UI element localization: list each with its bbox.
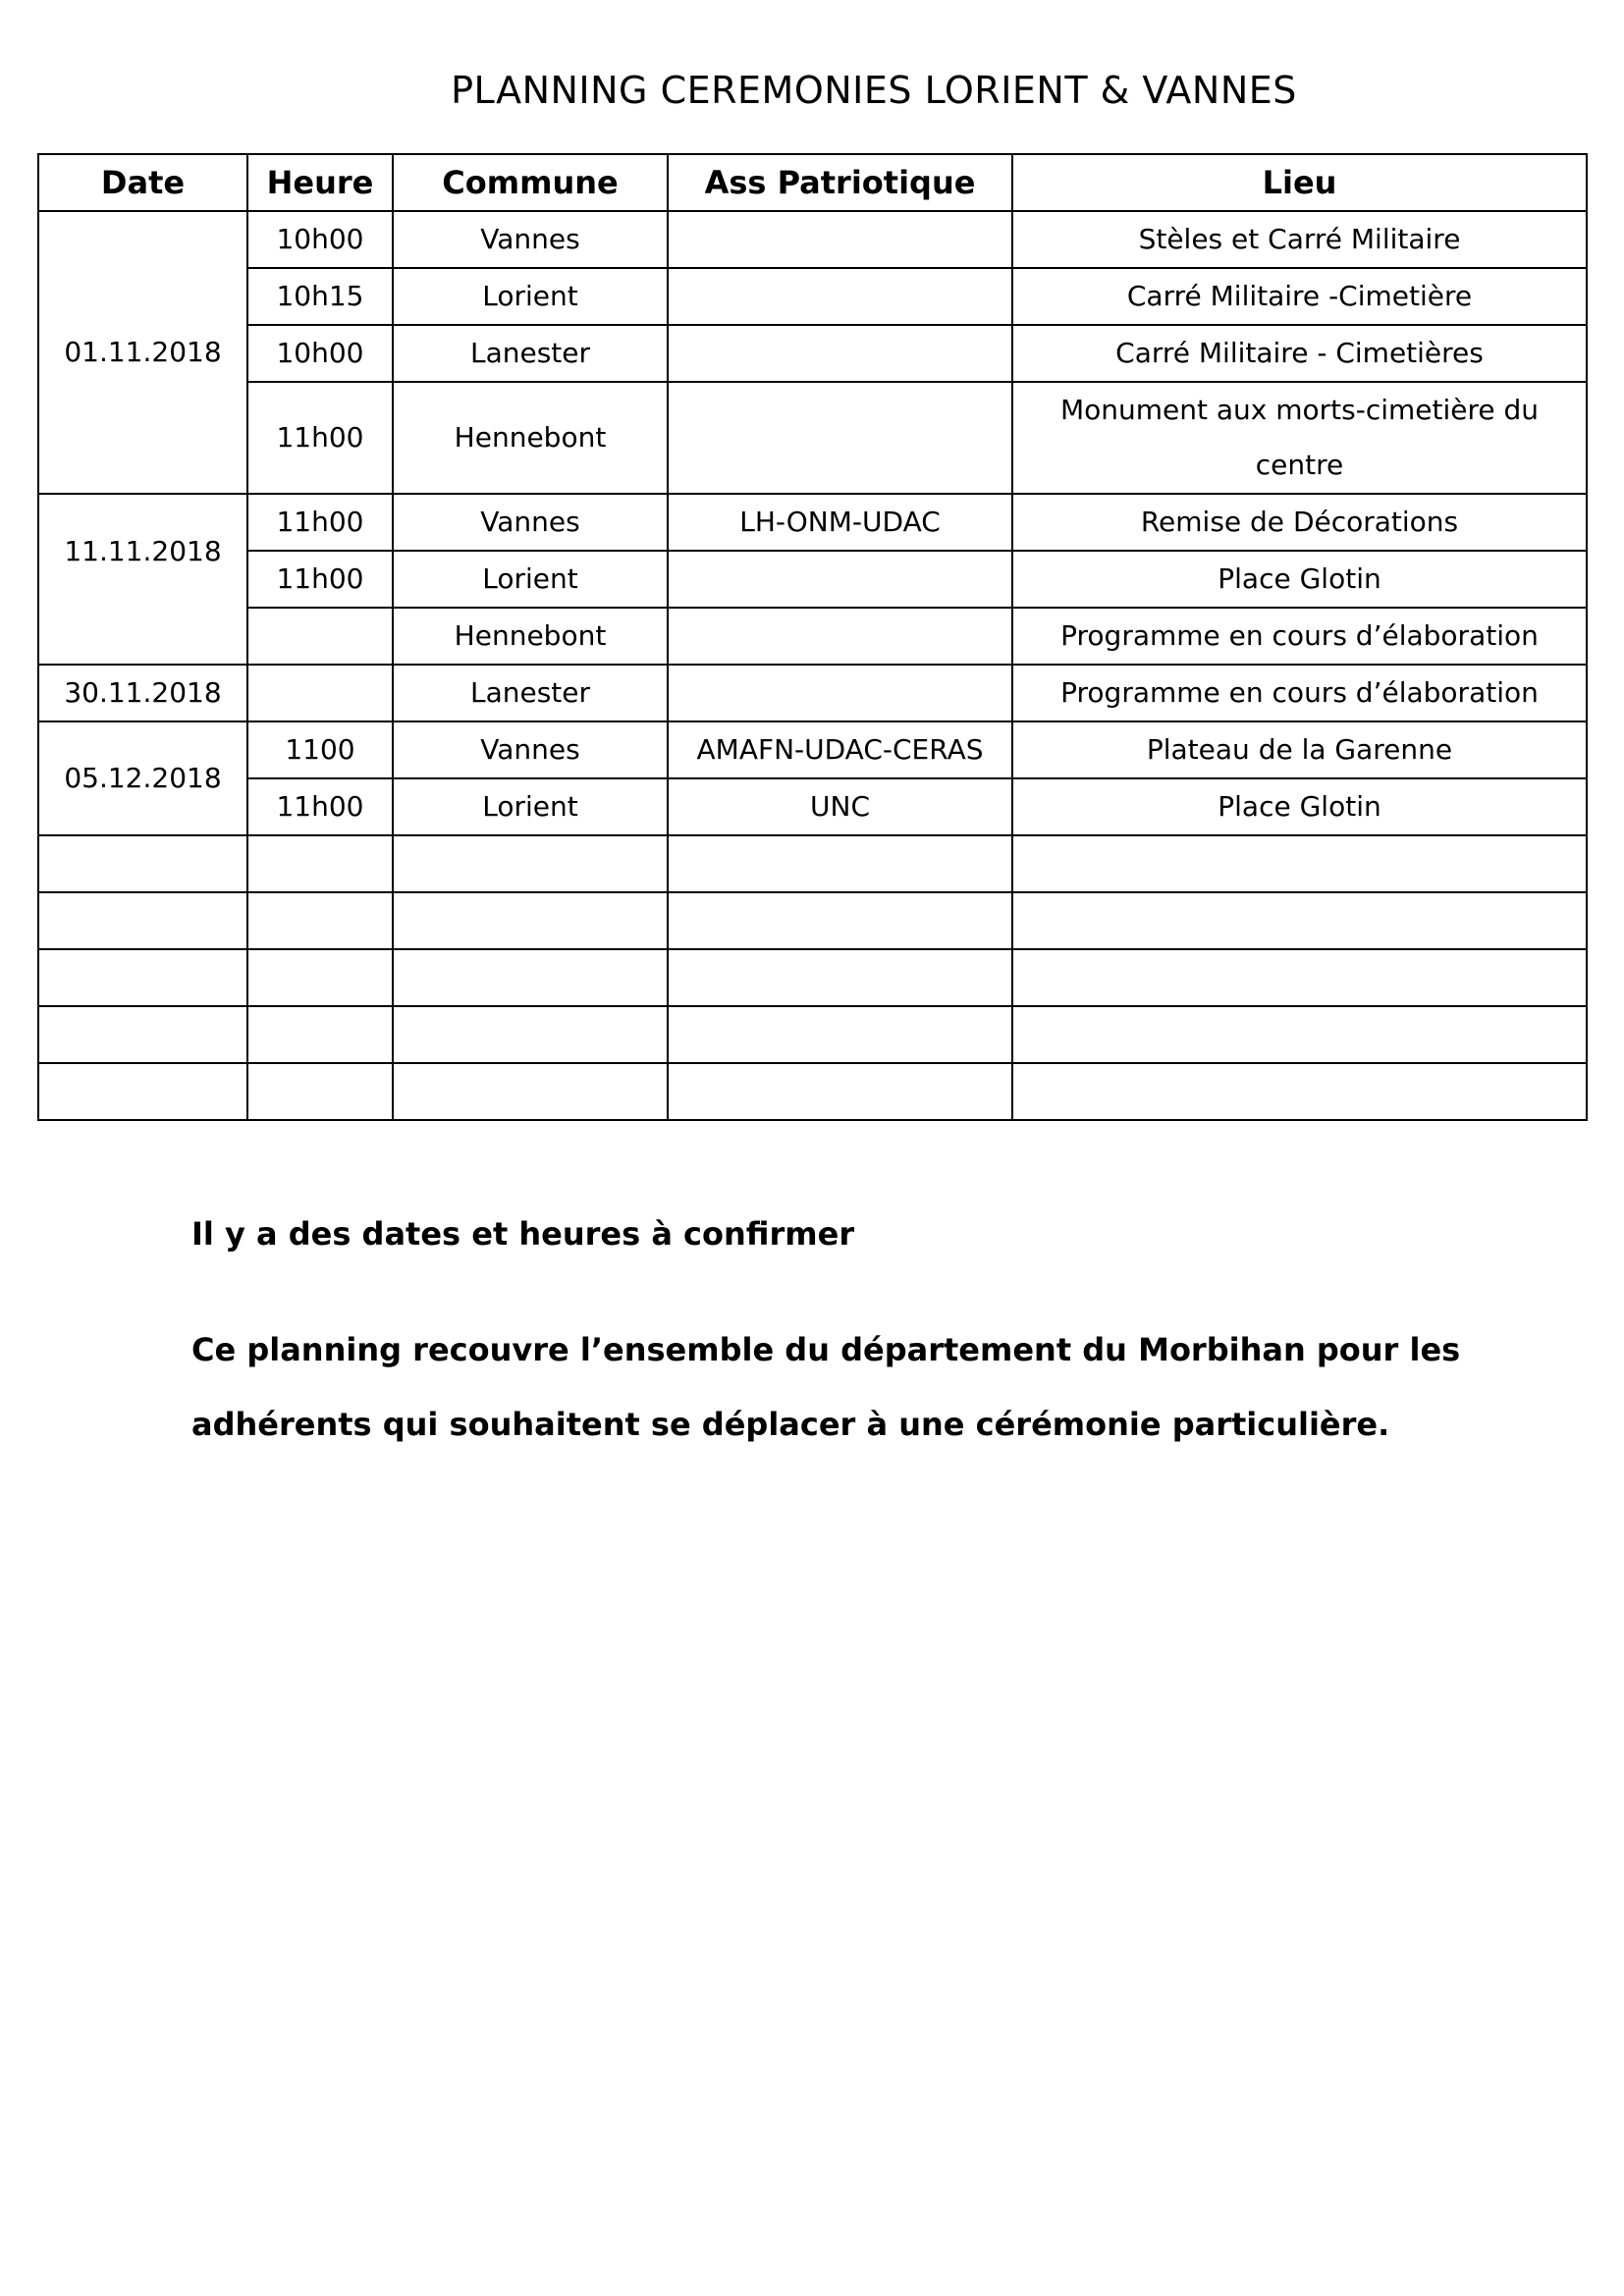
empty-cell [1012, 1006, 1587, 1063]
lieu-cell [1012, 382, 1587, 494]
date-text: 11.11.2018 [64, 535, 222, 567]
empty-cell [38, 1063, 247, 1120]
lieu-cell: Programme en cours d’élaboration [1012, 608, 1587, 665]
table-row [38, 268, 1587, 325]
empty-cell [247, 1006, 393, 1063]
empty-cell [668, 949, 1012, 1006]
date-cell: 01.11.2018 [38, 211, 247, 494]
table-row [38, 325, 1587, 382]
empty-cell [668, 892, 1012, 949]
commune-cell: Vannes [393, 494, 668, 551]
date-cell [38, 494, 247, 665]
header-ass-patriotique: Ass Patriotique [668, 154, 1012, 211]
heure-cell: 1100 [247, 721, 393, 778]
heure-cell: 10h00 [247, 211, 393, 268]
commune-cell: Lorient [393, 778, 668, 835]
commune-cell: Lorient [393, 551, 668, 608]
empty-cell [247, 892, 393, 949]
table-row [38, 778, 1587, 835]
table-row [38, 211, 1587, 268]
lieu-cell: Carré Militaire - Cimetières [1012, 325, 1587, 382]
lieu-cell: Plateau de la Garenne [1012, 721, 1587, 778]
empty-cell [393, 835, 668, 892]
date-cell: 30.11.2018 [38, 665, 247, 721]
empty-cell [38, 835, 247, 892]
table-row [38, 665, 1587, 721]
ass-cell: LH-ONM-UDAC [668, 494, 1012, 551]
commune-cell: Lanester [393, 665, 668, 721]
commune-cell: Lorient [393, 268, 668, 325]
empty-cell [38, 949, 247, 1006]
header-heure: Heure [247, 154, 393, 211]
heure-cell [247, 665, 393, 721]
ass-cell [668, 665, 1012, 721]
commune-cell: Vannes [393, 721, 668, 778]
lieu-text: Monument aux morts-cimetière du centre [1059, 394, 1540, 481]
ass-cell [668, 268, 1012, 325]
commune-cell: Hennebont [393, 382, 668, 494]
empty-cell [668, 1006, 1012, 1063]
heure-cell: 11h00 [247, 551, 393, 608]
heure-cell [247, 608, 393, 665]
commune-cell: Lanester [393, 325, 668, 382]
commune-cell: Hennebont [393, 608, 668, 665]
empty-cell [393, 949, 668, 1006]
header-date: Date [38, 154, 247, 211]
empty-cell [1012, 892, 1587, 949]
header-commune: Commune [393, 154, 668, 211]
lieu-cell: Place Glotin [1012, 551, 1587, 608]
empty-cell [247, 1063, 393, 1120]
empty-row [38, 1063, 1587, 1120]
empty-row [38, 835, 1587, 892]
lieu-cell: Carré Militaire -Cimetière [1012, 268, 1587, 325]
lieu-cell: Stèles et Carré Militaire [1012, 211, 1587, 268]
table-header-row [38, 154, 1587, 211]
page-title: PLANNING CEREMONIES LORIENT & VANNES [451, 69, 1297, 112]
ass-cell [668, 325, 1012, 382]
lieu-cell: Place Glotin [1012, 778, 1587, 835]
empty-cell [247, 835, 393, 892]
commune-cell: Vannes [393, 211, 668, 268]
heure-cell: 10h15 [247, 268, 393, 325]
date-cell: 05.12.2018 [38, 721, 247, 835]
lieu-cell: Remise de Décorations [1012, 494, 1587, 551]
heure-cell: 11h00 [247, 494, 393, 551]
empty-cell [1012, 949, 1587, 1006]
lieu-cell: Programme en cours d’élaboration [1012, 665, 1587, 721]
empty-cell [393, 892, 668, 949]
empty-row [38, 949, 1587, 1006]
ass-cell [668, 382, 1012, 494]
ass-cell: AMAFN-UDAC-CERAS [668, 721, 1012, 778]
table-row [38, 608, 1587, 665]
heure-cell: 11h00 [247, 382, 393, 494]
empty-cell [38, 892, 247, 949]
table-row [38, 721, 1587, 778]
empty-cell [668, 835, 1012, 892]
table-row [38, 551, 1587, 608]
heure-cell: 10h00 [247, 325, 393, 382]
note-confirm: Il y a des dates et heures à confirmer [191, 1215, 855, 1253]
empty-cell [668, 1063, 1012, 1120]
header-lieu: Lieu [1012, 154, 1587, 211]
ass-cell: UNC [668, 778, 1012, 835]
empty-cell [38, 1006, 247, 1063]
empty-cell [1012, 835, 1587, 892]
empty-cell [393, 1063, 668, 1120]
empty-row [38, 1006, 1587, 1063]
note-planning-scope: Ce planning recouvre l’ensemble du département du Morbihan pour les adhérents qui souhaitent se déplacer à une cérémonie particulière. [191, 1331, 1461, 1443]
table-row [38, 382, 1587, 494]
ass-cell [668, 551, 1012, 608]
empty-row [38, 892, 1587, 949]
empty-cell [393, 1006, 668, 1063]
ass-cell [668, 608, 1012, 665]
empty-cell [1012, 1063, 1587, 1120]
ceremonies-table [37, 153, 1588, 1121]
heure-cell: 11h00 [247, 778, 393, 835]
table-row [38, 494, 1587, 551]
ass-cell [668, 211, 1012, 268]
empty-cell [247, 949, 393, 1006]
